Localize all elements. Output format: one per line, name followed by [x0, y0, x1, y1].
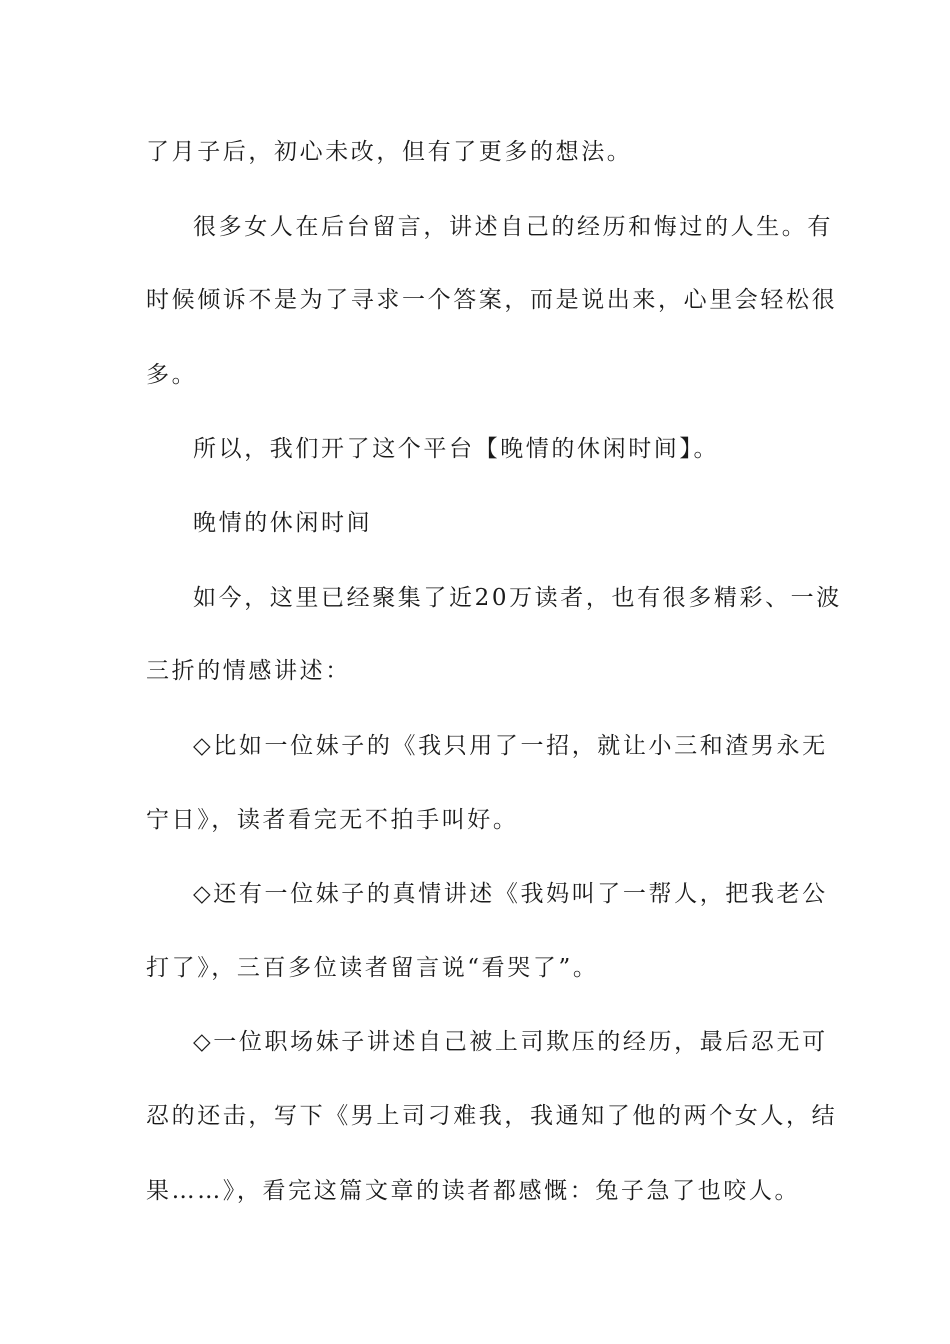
platform-name-line: 晚情的休闲时间	[193, 510, 373, 536]
story-1-line-1: ◇比如一位妹子的《我只用了一招，就让小三和渣男永无	[193, 733, 828, 759]
paragraph-5-line-2: 三折的情感讲述：	[146, 658, 351, 684]
paragraph-2-line-3: 多。	[146, 362, 198, 388]
story-3-line-3: 果……》，看完这篇文章的读者都感慨：兔子急了也咬人。	[146, 1178, 801, 1204]
paragraph-5-line-1: 如今，这里已经聚集了近20万读者，也有很多精彩、一波	[193, 585, 842, 611]
paragraph-2-line-2: 时候倾诉不是为了寻求一个答案，而是说出来，心里会轻松很	[146, 287, 838, 313]
text-line-1: 了月子后，初心未改，但有了更多的想法。	[146, 139, 633, 165]
story-1-line-2: 宁日》，读者看完无不拍手叫好。	[146, 807, 519, 833]
story-3-line-2: 忍的还击，写下《男上司刁难我，我通知了他的两个女人，结	[146, 1103, 838, 1129]
story-3-line-1: ◇一位职场妹子讲述自己被上司欺压的经历，最后忍无可	[193, 1029, 828, 1055]
paragraph-2-line-1: 很多女人在后台留言，讲述自己的经历和悔过的人生。有	[193, 214, 833, 240]
paragraph-3-line-1: 所以，我们开了这个平台【晚情的休闲时间】。	[193, 436, 720, 462]
story-2-line-1: ◇还有一位妹子的真情讲述《我妈叫了一帮人，把我老公	[193, 881, 828, 907]
story-2-line-2: 打了》，三百多位读者留言说“看哭了”。	[146, 955, 599, 981]
